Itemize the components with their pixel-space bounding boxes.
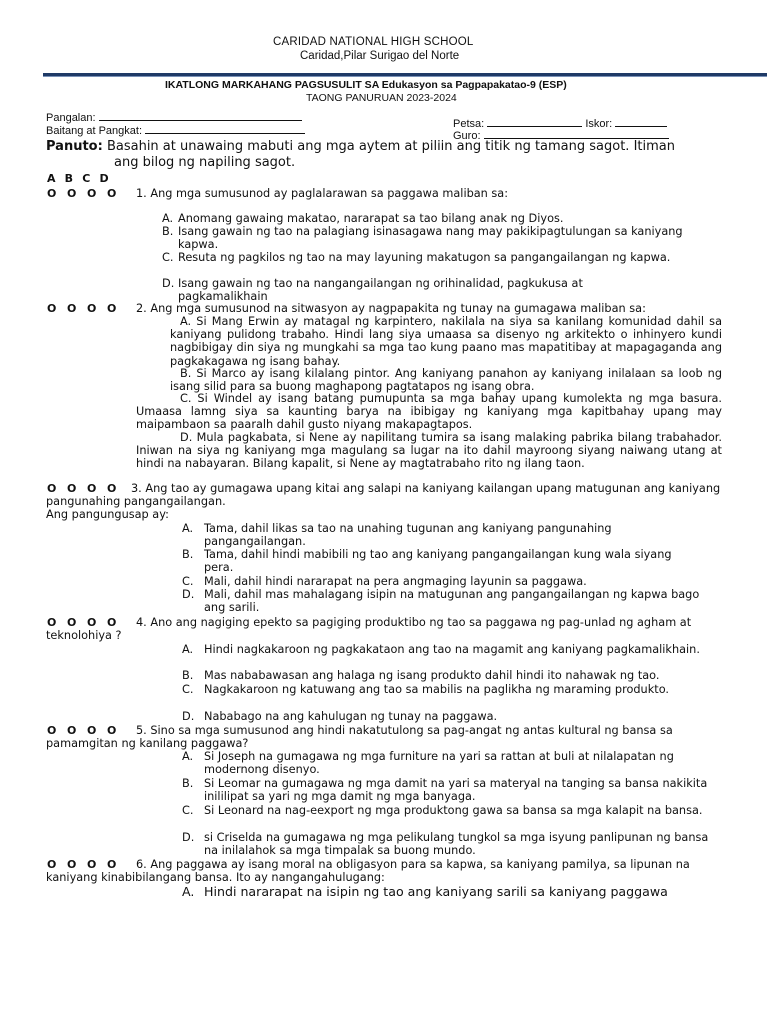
answer-bubbles-q3[interactable]: O O O O [47,482,118,495]
choice-text: Tama, dahil hindi mabibili ng tao ang kaniyang pangangailangan kung wala siyang pera. [204,548,672,575]
school-year: TAONG PANURUAN 2023-2024 [306,92,457,104]
teacher-label: Guro: [453,130,481,142]
q2-choice-d[interactable]: D. Mula pagkabata, si Nene ay napilitang tumira sa isang malaking pabrika bilang trabahador. Iniwan na siya ng kaniyang mga magulang sa lugar na ito dahil mayroong siyang naiwang utang at hindi na nabayaran. Bilang kapalit, si Nene ay magtatrabaho rito ng ilang taon. [136,431,722,471]
instructions-line-2: ang bilog ng napiling sagot. [114,155,296,170]
q5-choice-b[interactable] [182,777,712,803]
choice-label: D. [182,588,195,601]
date-label: Petsa: [453,118,485,130]
question-1-stem: 1. Ang mga sumusunod ay paglalarawan sa paggawa maliban sa: [136,187,509,200]
name-label: Pangalan: [46,112,96,124]
choice-label: D. [162,277,175,290]
answer-letters-header: A B C D [47,172,110,185]
choice-text: Mali, dahil hindi nararapat na pera angmaging layunin sa paggawa. [204,575,587,588]
q5-choice-c[interactable] [182,804,712,817]
choice-text: Si Leonard na nag-eexport ng mga produktong gawa sa bansa sa mga kalapit na bansa. [204,804,703,817]
q1-choice-d[interactable] [162,277,662,303]
school-name: CARIDAD NATIONAL HIGH SCHOOL [273,36,474,48]
choice-text: Isang gawain ng tao na palagiang isinasagawa nang may pakikipagtulungan sa kaniyang kapwa. [178,225,683,252]
choice-text: si Criselda na gumagawa ng mga pelikulang tungkol sa mga isyung panlipunan ng bansa na inilalahok sa mga timpalak sa buong mundo. [204,831,709,858]
choice-label: A. [182,750,194,763]
choice-label: C. [162,251,174,264]
q3-choice-b[interactable] [182,548,702,574]
choice-label: A. [162,212,174,225]
choice-label: A. [182,643,194,656]
header-divider [43,73,767,77]
choice-text: Anomang gawaing makatao, nararapat sa tao bilang anak ng Diyos. [178,212,564,225]
score-label: Iskor: [585,118,613,130]
choice-label: C. [182,683,194,696]
choice-text: Mas nababawasan ang halaga ng isang produkto dahil hindi ito nahawak ng tao. [204,669,660,682]
q4-choice-d[interactable] [182,710,702,723]
choice-label: C. [182,804,194,817]
q5-choice-d[interactable] [182,831,712,857]
choice-label: B. [182,548,194,561]
choice-text: Tama, dahil likas sa tao na unahing tugunan ang kaniyang pangunahing pangangailangan. [204,522,612,549]
q4-choice-c[interactable] [182,683,702,696]
choice-text: Si Leomar na gumagawa ng mga damit na yari sa materyal na tanging sa bansa nakikita inililipat sa yari ng mga damit ng mga banyaga. [204,777,708,804]
question-2-stem: 2. Ang mga sumusunod na sitwasyon ay nagpapakita ng tunay na gumagawa maliban sa: [136,302,646,315]
instructions-line-1: Basahin at unawaing mabuti ang mga aytem at piliin ang titik ng tamang sagot. Itiman [106,139,675,154]
school-address: Caridad,Pilar Surigao del Norte [300,50,460,62]
choice-text: Mali, dahil mas mahalagang isipin na matugunan ang pangangailangan ng kapwa bago ang sarili. [204,588,700,615]
q3-choice-d[interactable] [182,588,702,614]
name-field[interactable] [46,110,302,124]
q1-choice-b[interactable] [162,225,692,251]
choice-label: D. [182,831,195,844]
instructions-label: Panuto: [46,139,103,154]
q2-choice-a[interactable]: A. Si Mang Erwin ay matagal ng karpintero, nakilala na siya sa kanilang komunidad dahil sa kaniyang pulidong trabaho. Hindi lang siya umaasa sa disenyo ng arkitekto o inhinyero kundi nagbibigay din siya ng mungkahi sa mga tao kung paano mas mapatitibay at mapagaganda ang pagkakagawa ng isang bahay. [170,315,722,368]
choice-text: Hindi nagkakaroon ng pagkakataon ang tao na magamit ang kaniyang pagkamalikhain. [204,643,700,656]
teacher-blank[interactable] [484,128,669,139]
grade-section-field[interactable] [46,123,305,137]
answer-bubbles-q4[interactable]: O O O O [47,616,118,629]
q2-choice-c[interactable]: C. Si Windel ay isang batang pumupunta sa mga bahay upang kumolekta ng mga basura. Umaasa lamng siya sa kaunting barya na ibibigay ng kaniyang mga kapitbahay upang may maipambaon sa paaralh dahil gusto niyang makapagtapos. [136,392,722,432]
q1-choice-c[interactable] [162,251,692,264]
answer-bubbles-q2[interactable]: O O O O [47,302,118,315]
choice-text: Isang gawain ng tao na nangangailangan ng orihinalidad, pagkukusa at pagkamalikhain [178,277,583,304]
question-4-stem: 4. Ano ang nagiging epekto sa pagiging produktibo ng tao sa paggawa ng pag-unlad ng agham at teknolohiya ? [46,616,692,643]
name-blank[interactable] [99,110,302,121]
choice-label: D. [182,710,195,723]
score-blank[interactable] [615,116,667,127]
choice-label: B. [182,777,194,790]
question-3-stem: 3. Ang tao ay gumagawa upang kitai ang salapi na kaniyang kailangan upang matugunan ang kaniyang pangunahing pangangailangan. [46,482,721,509]
question-3-sub: Ang pangungusap ay: [46,508,169,521]
choice-label: A. [182,884,195,899]
choice-label: C. [182,575,194,588]
q3-choice-a[interactable] [182,522,702,548]
choice-text: Hindi nararapat na isipin ng tao ang kaniyang sarili sa kaniyang paggawa [204,884,668,899]
date-blank[interactable] [487,116,582,127]
choice-label: B. [182,669,194,682]
q5-choice-a[interactable] [182,750,712,776]
grade-section-label: Baitang at Pangkat: [46,125,143,137]
choice-text: Resuta ng pagkilos ng tao na may layuning makatugon sa pangangailangan ng kapwa. [178,251,671,264]
question-6-stem: 6. Ang paggawa ay isang moral na obligasyon para sa kapwa, sa kaniyang pamilya, sa lipunan na kaniyang kinabibilangang bansa. Ito ay nangangahulugang: [46,858,690,885]
instructions [46,139,726,171]
question-5-stem: 5. Sino sa mga sumusunod ang hindi nakatutulong sa pag-angat ng antas kultural ng bansa sa pamamgitan ng kanilang paggawa? [46,724,673,751]
exam-title: IKATLONG MARKAHANG PAGSUSULIT SA Edukasyon sa Pagpapakatao-9 (ESP) [165,79,567,91]
answer-bubbles-q6[interactable]: O O O O [47,858,118,871]
choice-text: Nababago na ang kahulugan ng tunay na paggawa. [204,710,498,723]
choice-label: A. [182,522,194,535]
answer-bubbles-q1[interactable]: O O O O [47,187,118,200]
q1-choice-a[interactable] [162,212,692,225]
grade-section-blank[interactable] [145,123,305,134]
q4-choice-a[interactable] [182,643,702,656]
choice-label: B. [162,225,174,238]
answer-bubbles-q5[interactable]: O O O O [47,724,118,737]
choice-text: Nagkakaroon ng katuwang ang tao sa mabilis na paglikha ng maraming produkto. [204,683,669,696]
q2-choice-b[interactable]: B. Si Marco ay isang kilalang pintor. Ang kaniyang panahon ay kaniyang inilalaan sa loob ng isang silid para sa buong maghapong pagtatapos ng isang obra. [170,367,722,394]
choice-text: Si Joseph na gumagawa ng mga furniture na yari sa rattan at buli at nilalapatan ng modernong disenyo. [204,750,674,777]
q4-choice-b[interactable] [182,669,722,682]
q6-choice-a[interactable] [182,884,742,899]
q3-choice-c[interactable] [182,575,702,588]
